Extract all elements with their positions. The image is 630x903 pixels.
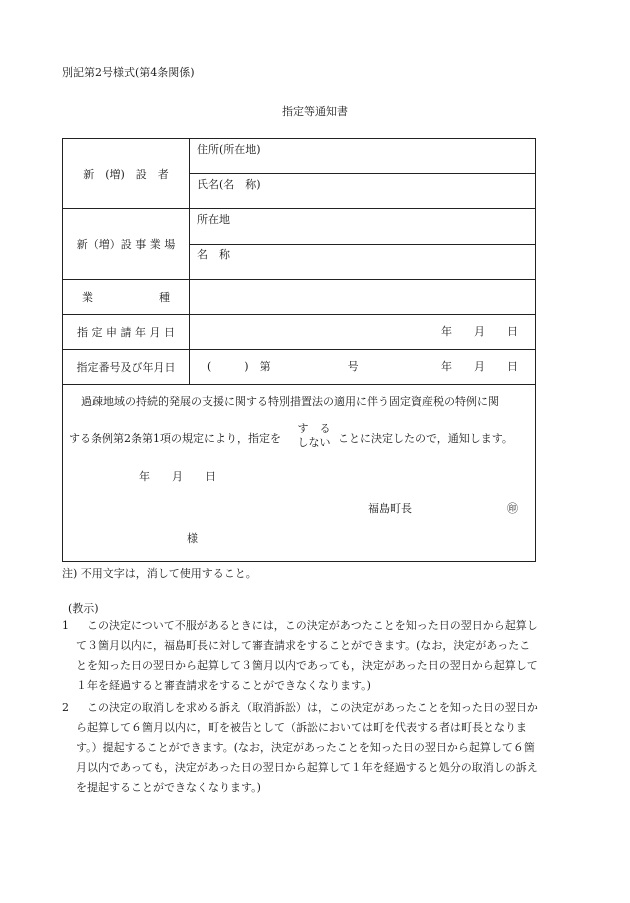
- seal-mark: ㊞: [507, 502, 518, 515]
- option-do: す る: [297, 422, 331, 435]
- usage-note: 注) 不用文字は，消して使用すること。: [62, 567, 257, 580]
- designation-number-field: ( ) 第 号: [207, 360, 359, 373]
- instruction-heading: (教示): [68, 602, 99, 615]
- instruction-text: この決定の取消しを求める訴え（取消訴訟）は，この決定があったことを知った日の翌日から起算して６箇月以内に，町を被告として（訴訟においては町を代表する者は町長となります。）提起することができます。(なお，決定があったことを知った日の翌日から起算して６箇月以内であっても，決定があった日の翌日から起算して１年を経過すると処分の取消しの訴えを提起することができなくなります。): [76, 701, 538, 794]
- instruction-number: 1: [62, 619, 69, 632]
- application-date-field: 年 月 日: [441, 325, 518, 338]
- instruction-number: 2: [62, 701, 69, 714]
- notice-sentence-line-2: [69, 433, 281, 444]
- form-number-label: 別記第2号様式(第4条関係): [62, 66, 195, 79]
- notice-sentence-line-1: 過疎地域の持続的発展の支援に関する特別措置法の適用に伴う固定資産税の特例に関: [81, 395, 499, 408]
- designation-label: 指定番号及び年月日: [76, 360, 176, 374]
- option-do-not: しない: [297, 436, 331, 450]
- notice-date-line: 年 月 日: [139, 470, 216, 483]
- business-type-label: 業 種: [82, 290, 170, 304]
- instruction-item: [62, 616, 540, 696]
- sentence-before-option: する条例第2条第1項の規定により，指定を: [69, 432, 281, 445]
- recipient-suffix: 様: [187, 532, 198, 545]
- establisher-label: 新 (増) 設 者: [83, 167, 169, 181]
- site-location-label: 所在地: [197, 213, 230, 226]
- application-date-label: 指 定 申 請 年 月 日: [77, 325, 175, 339]
- designation-date-field: 年 月 日: [441, 360, 518, 373]
- decision-option-stack: [295, 422, 333, 451]
- instruction-text: この決定について不服があるときには，この決定があつたことを知った日の翌日から起算して３箇月以内に，福島町長に対して審査請求をすることができます。(なお，決定があったことを知った日の翌日から起算して３箇月以内であっても，決定があった日の翌日から起算して１年を経過すると審査請求をすることができなくなります。): [76, 619, 538, 692]
- notice-form-table: [62, 138, 536, 562]
- site-name-label: 名 称: [197, 248, 230, 261]
- row-subdivider: [189, 244, 535, 245]
- row-subdivider: [189, 173, 535, 174]
- issuer-name: 福島町長: [368, 502, 412, 515]
- instruction-item: [62, 698, 540, 798]
- document-title: 指定等通知書: [282, 105, 348, 118]
- business-site-label: 新（増）設 事 業 場: [76, 237, 176, 251]
- row-divider: [63, 384, 535, 385]
- sentence-after-option: ことに決定したので，通知します。: [338, 432, 513, 445]
- name-field-label: 氏名(名 称): [197, 178, 261, 191]
- address-field-label: 住所(所在地): [197, 143, 261, 156]
